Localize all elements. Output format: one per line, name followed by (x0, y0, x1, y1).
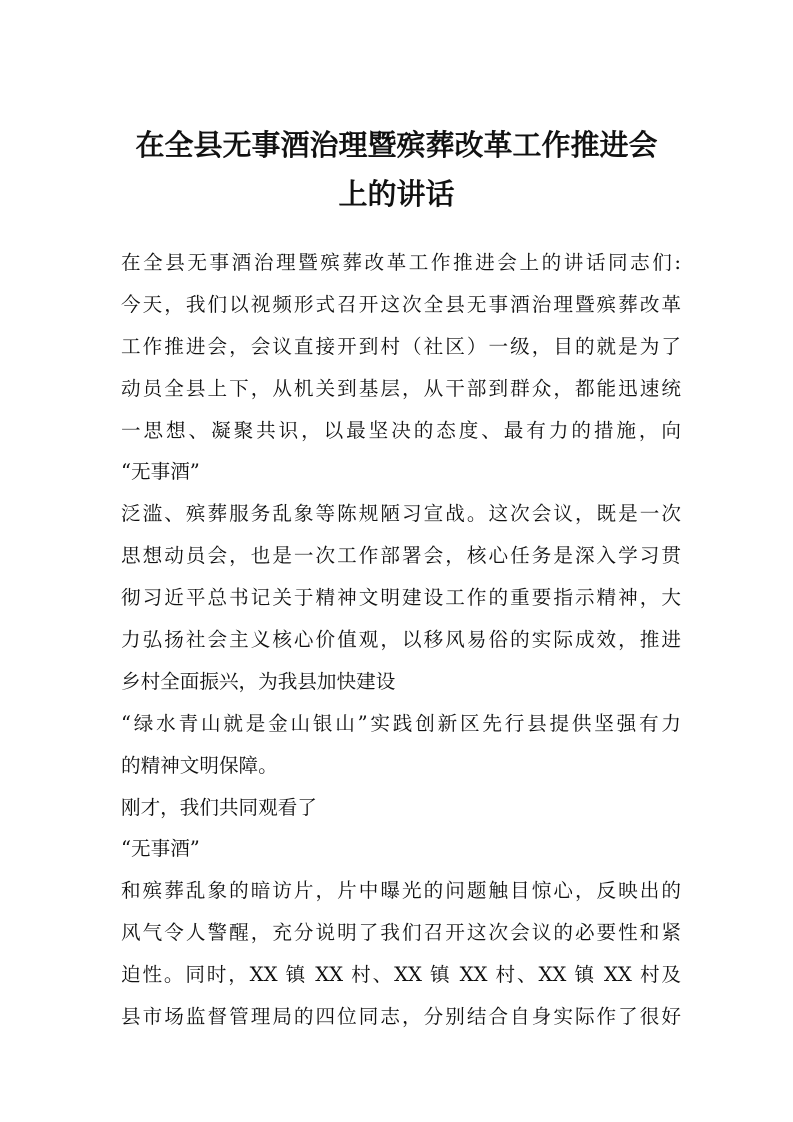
document-title-line-1: 在全县无事酒治理暨殡葬改革工作推进会 (135, 128, 658, 162)
body-line: 思想动员会，也是一次工作部署会，核心任务是深入学习贯 (121, 544, 681, 568)
body-line: 动员全县上下，从机关到基层，从干部到群众，都能迅速统 (121, 376, 681, 400)
body-line: 乡村全面振兴，为我县加快建设 (121, 669, 396, 693)
body-line: 的精神文明保障。 (121, 753, 278, 777)
body-line: 和殡葬乱象的暗访片，片中曝光的问题触目惊心，反映出的 (121, 879, 681, 903)
body-line: 在全县无事酒治理暨殡葬改革工作推进会上的讲话同志们: (121, 251, 681, 274)
body-line: “无事酒” (121, 837, 200, 861)
body-line: 一思想、凝聚共识，以最坚决的态度、最有力的措施，向 (121, 418, 681, 442)
body-line: “绿水青山就是金山银山”实践创新区先行县提供坚强有力 (121, 711, 681, 735)
body-line: 力弘扬社会主义核心价值观，以移风易俗的实际成效，推进 (121, 628, 681, 652)
body-line: 彻习近平总书记关于精神文明建设工作的重要指示精神，大 (121, 586, 681, 610)
body-line: 刚才，我们共同观看了 (121, 795, 317, 819)
body-line: 风气令人警醒，充分说明了我们召开这次会议的必要性和紧 (121, 921, 681, 945)
body-line: 泛滥、殡葬服务乱象等陈规陋习宣战。这次会议，既是一次 (121, 502, 681, 526)
body-line: 工作推进会，会议直接开到村（社区）一级，目的就是为了 (121, 334, 681, 358)
body-line: “无事酒” (121, 460, 200, 484)
document-body (121, 242, 681, 1038)
body-line: 今天，我们以视频形式召开这次全县无事酒治理暨殡葬改革 (121, 292, 681, 316)
body-line: 迫性。同时，XX 镇 XX 村、XX 镇 XX 村、XX 镇 XX 村及 (121, 963, 681, 987)
body-line: 县市场监督管理局的四位同志，分别结合自身实际作了很好 (121, 1005, 681, 1029)
document-title-line-2: 上的讲话 (338, 177, 455, 211)
